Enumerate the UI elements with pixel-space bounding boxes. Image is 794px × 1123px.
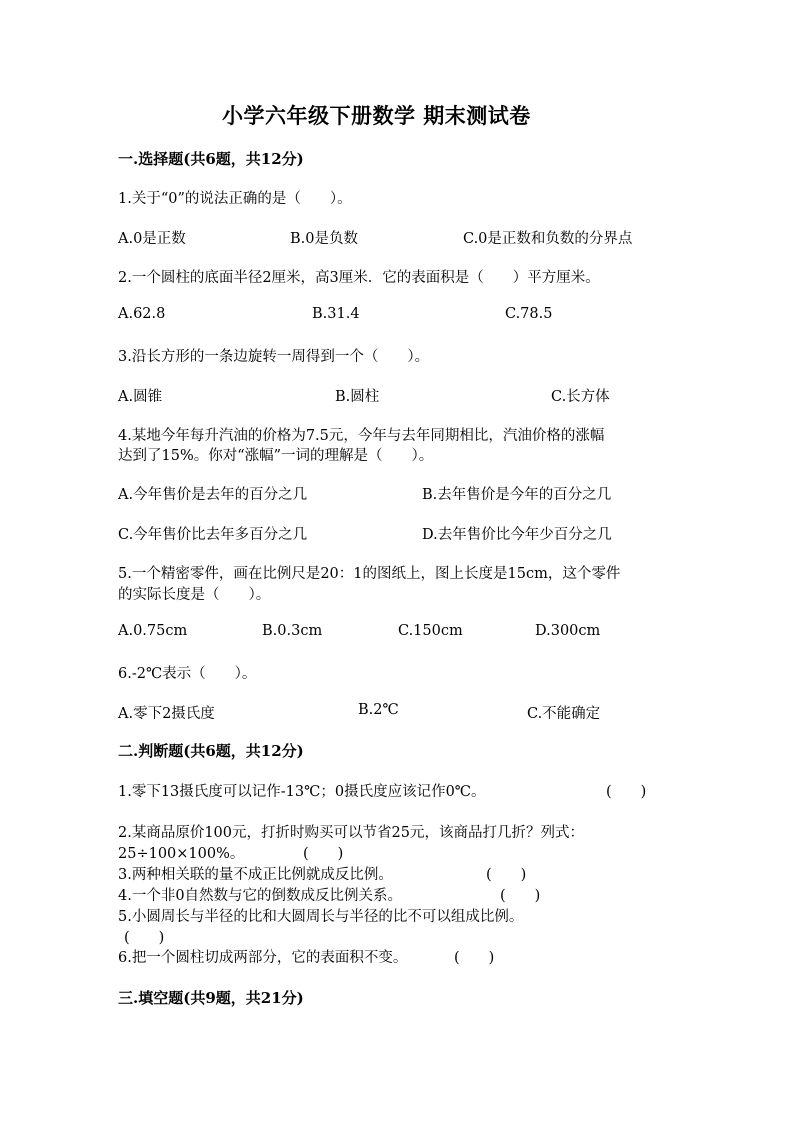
option-c: C.150cm bbox=[398, 623, 463, 639]
option-a: A.今年售价是去年的百分之几 bbox=[118, 487, 308, 503]
option-d: D.300cm bbox=[535, 623, 601, 639]
judge-item-cont: 25÷100×100%。 bbox=[118, 846, 245, 862]
answer-parens: ( ) bbox=[500, 888, 541, 904]
question-stem: 1.关于“0”的说法正确的是（ ）。 bbox=[118, 191, 352, 207]
option-b: B.31.4 bbox=[312, 306, 360, 322]
judge-item: 6.把一个圆柱切成两部分，它的表面积不变。 bbox=[118, 950, 408, 966]
answer-parens: ( ) bbox=[124, 930, 165, 946]
question-stem: 6.-2℃表示（ ）。 bbox=[118, 666, 257, 682]
option-d: D.去年售价比今年少百分之几 bbox=[422, 527, 612, 543]
option-a: A.0.75cm bbox=[118, 623, 188, 639]
option-c: C.0是正数和负数的分界点 bbox=[463, 231, 633, 247]
option-c: C.长方体 bbox=[551, 389, 610, 405]
question-stem: 2.一个圆柱的底面半径2厘米，高3厘米．它的表面积是（ ）平方厘米。 bbox=[118, 270, 600, 286]
question-stem-cont: 达到了15%。你对“涨幅”一词的理解是（ ）。 bbox=[118, 448, 434, 464]
option-c: C.78.5 bbox=[505, 306, 553, 322]
option-b: B.去年售价是今年的百分之几 bbox=[422, 487, 612, 503]
judge-item: 1.零下13摄氏度可以记作-13℃；0摄氏度应该记作0℃。 bbox=[118, 784, 486, 800]
answer-parens: ( ) bbox=[454, 950, 495, 966]
judge-item: 5.小圆周长与半径的比和大圆周长与半径的比不可以组成比例。 bbox=[118, 909, 524, 925]
answer-parens: ( ) bbox=[303, 846, 344, 862]
option-b: B.0是负数 bbox=[290, 231, 358, 247]
section-heading-judge: 二.判断题(共6题，共12分) bbox=[118, 742, 304, 760]
answer-parens: ( ) bbox=[486, 867, 527, 883]
section-heading-choice: 一.选择题(共6题，共12分) bbox=[118, 150, 304, 168]
question-stem: 3.沿长方形的一条边旋转一周得到一个（ ）。 bbox=[118, 349, 430, 365]
judge-item: 4.一个非0自然数与它的倒数成反比例关系。 bbox=[118, 888, 403, 904]
question-stem: 5.一个精密零件，画在比例尺是20：1的图纸上，图上长度是15cm，这个零件 bbox=[118, 566, 621, 582]
question-stem-cont: 的实际长度是（ ）。 bbox=[118, 587, 271, 603]
option-c: C.今年售价比去年多百分之几 bbox=[118, 527, 308, 543]
option-b: B.0.3cm bbox=[262, 623, 323, 639]
judge-item: 2.某商品原价100元，打折时购买可以节省25元，该商品打几折？列式： bbox=[118, 825, 584, 841]
option-c: C.不能确定 bbox=[527, 706, 601, 722]
judge-item: 3.两种相关联的量不成正比例就成反比例。 bbox=[118, 867, 393, 883]
option-a: A.0是正数 bbox=[118, 231, 186, 247]
section-heading-fill: 三.填空题(共9题，共21分) bbox=[118, 989, 304, 1007]
option-a: A.圆锥 bbox=[118, 389, 163, 405]
page-title: 小学六年级下册数学 期末测试卷 bbox=[222, 103, 531, 128]
answer-parens: ( ) bbox=[606, 784, 647, 800]
option-a: A.62.8 bbox=[118, 306, 166, 322]
question-stem: 4.某地今年每升汽油的价格为7.5元，今年与去年同期相比，汽油价格的涨幅 bbox=[118, 428, 605, 444]
option-b: B.圆柱 bbox=[335, 389, 380, 405]
option-b: B.2℃ bbox=[358, 702, 399, 718]
option-a: A.零下2摄氏度 bbox=[118, 706, 215, 722]
